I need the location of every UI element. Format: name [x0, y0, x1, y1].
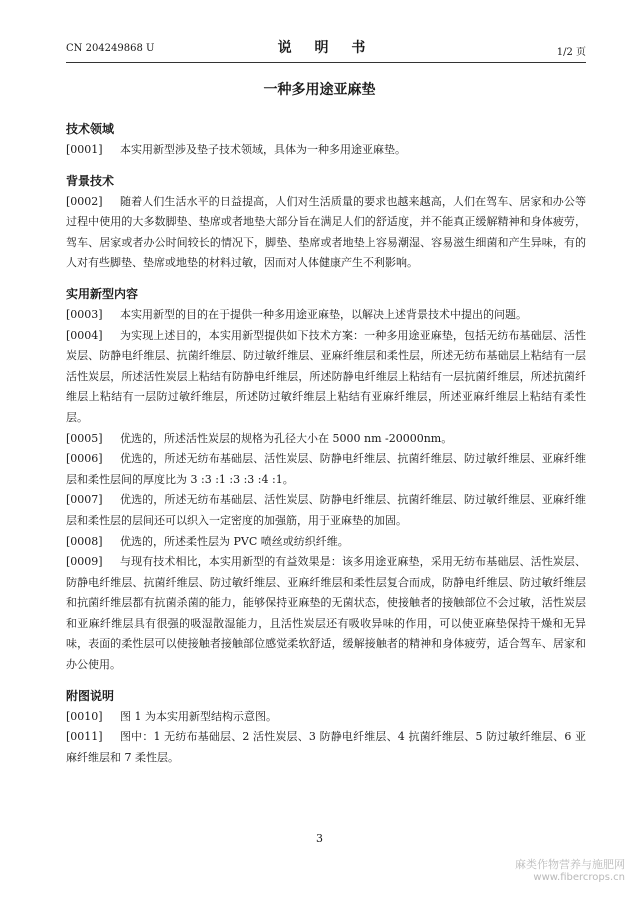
paragraph-text: 优选的，所述无纺布基础层、活性炭层、防静电纤维层、抗菌纤维层、防过敏纤维层、亚麻纤维层和柔性层的层间还可以织入一定密度的加强筋，用于亚麻垫的加固。	[66, 493, 586, 527]
paragraph-text: 优选的，所述活性炭层的规格为孔径大小在 5000 nm -20000nm。	[120, 431, 453, 445]
section-heading: 背景技术	[66, 173, 115, 188]
section-heading: 技术领域	[66, 122, 115, 136]
watermark-url: www.fibercrops.cn	[533, 872, 625, 883]
section-heading: 实用新型内容	[66, 286, 139, 301]
page-header	[66, 37, 586, 59]
section-heading: 附图说明	[66, 688, 115, 703]
paragraph	[66, 429, 586, 450]
paragraph-text: 优选的，所述无纺布基础层、活性炭层、防静电纤维层、抗菌纤维层、防过敏纤维层、亚麻纤维层和柔性层间的厚度比为 3 :3 :1 :3 :3 :4 :1。	[66, 452, 586, 486]
paragraph-text: 优选的，所述柔性层为 PVC 喷丝或纺织纤维。	[120, 534, 349, 548]
paragraph-number: [0011]	[66, 730, 103, 744]
paragraph	[66, 192, 586, 274]
page-number: 3	[316, 832, 323, 845]
paragraph-text: 图中：1 无纺布基础层、2 活性炭层、3 防静电纤维层、4 抗菌纤维层、5 防过敏纤维层、6 亚麻纤维层和 7 柔性层。	[66, 730, 586, 764]
paragraph-text: 随着人们生活水平的日益提高，人们对生活质量的要求也越来越高，人们在驾车、居家和办公等过程中使用的大多数脚垫、垫席或者地垫大部分旨在满足人们的舒适度，并不能真正缓解精神和身体疲劳，驾车、居家或者办公时间较长的情况下，脚垫、垫席或者地垫上容易潮湿、容易滋生细菌和产生异味，有的人对有些脚垫、垫席或地垫的材料过敏，因而对人体健康产生不利影响。	[66, 194, 586, 270]
paragraph-text: 与现有技术相比，本实用新型的有益效果是：该多用途亚麻垫，采用无纺布基础层、活性炭层、防静电纤维层、抗菌纤维层、防过敏纤维层、亚麻纤维层和柔性层复合而成，防静电纤维层、防过敏纤维层和抗菌纤维层都有抗菌杀菌的能力，能够保持亚麻垫的无菌状态，使接触者的接触部位不会过敏，活性炭层和亚麻纤维层具有很强的吸湿散湿能力，且活性炭层还有吸收异味的作用，可以使亚麻垫保持干燥和无异味，表面的柔性层可以使接触者接触部位感觉柔软舒适，缓解接触者的精神和身体疲劳，适合驾车、居家和办公使用。	[66, 555, 586, 672]
paragraph-number: [0006]	[66, 452, 103, 466]
paragraph-number: [0004]	[66, 328, 103, 342]
page-of-indicator: 1/2 页	[556, 47, 586, 58]
paragraph	[66, 140, 586, 161]
paragraph-number: [0002]	[66, 194, 103, 208]
watermark-site-name: 麻类作物营养与施肥网	[515, 858, 625, 871]
paragraph-number: [0009]	[66, 555, 103, 569]
paragraph-number: [0001]	[66, 143, 103, 156]
watermark	[515, 858, 625, 884]
paragraph	[66, 305, 586, 326]
paragraph	[66, 552, 586, 676]
paragraph	[66, 490, 586, 531]
document-title: 一种多用途亚麻垫	[263, 82, 376, 98]
paragraph-text: 图 1 为本实用新型结构示意图。	[120, 709, 277, 723]
document-body	[66, 118, 586, 768]
paragraph	[66, 727, 586, 768]
paragraph	[66, 707, 586, 728]
paragraph	[66, 326, 586, 429]
paragraph-number: [0008]	[66, 534, 103, 548]
paragraph-text: 本实用新型涉及垫子技术领域，具体为一种多用途亚麻垫。	[120, 143, 406, 156]
paragraph-number: [0010]	[66, 709, 103, 723]
paragraph	[66, 532, 586, 553]
publication-number: CN 204249868 U	[66, 43, 155, 54]
paragraph-text: 为实现上述目的，本实用新型提供如下技术方案：一种多用途亚麻垫，包括无纺布基础层、活性炭层、防静电纤维层、抗菌纤维层、防过敏纤维层、亚麻纤维层和柔性层，所述无纺布基础层上粘结有一层活性炭层，所述活性炭层上粘结有防静电纤维层，所述防静电纤维层上粘结有一层抗菌纤维层，所述抗菌纤维层上粘结有一层防过敏纤维层，所述防过敏纤维层上粘结有亚麻纤维层，所述亚麻纤维层上粘结有柔性层。	[66, 328, 586, 424]
paragraph	[66, 449, 586, 490]
paragraph-number: [0007]	[66, 493, 103, 507]
header-title: 说 明 书	[277, 40, 375, 56]
paragraph-number: [0003]	[66, 307, 103, 321]
paragraph-number: [0005]	[66, 431, 103, 445]
header-divider	[66, 62, 586, 63]
paragraph-text: 本实用新型的目的在于提供一种多用途亚麻垫，以解决上述背景技术中提出的问题。	[120, 307, 527, 321]
